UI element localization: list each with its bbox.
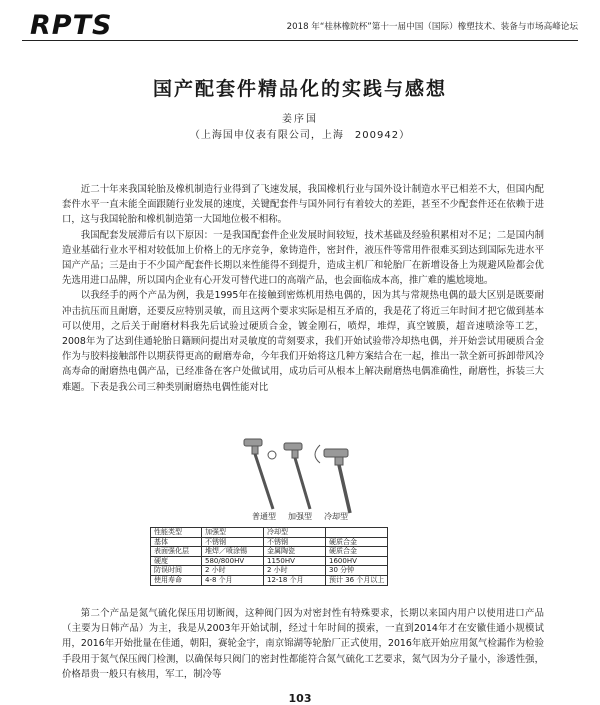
caption-standard: 普通型 [252, 512, 276, 521]
page-number: 103 [288, 692, 312, 705]
table-cell: 硬度 [151, 556, 202, 566]
table-row [151, 547, 388, 557]
table-cell: 金属陶瓷 [264, 547, 326, 557]
table-cell: 2 小时 [202, 566, 264, 576]
table-cell: 硬质合金 [326, 547, 388, 557]
table-cell: 预计 36 个月以上 [326, 575, 388, 585]
table-cell: 使用寿命 [151, 575, 202, 585]
table-row [151, 575, 388, 585]
table-row [151, 528, 388, 538]
article-title: 国产配套件精品化的实践与感想 [152, 78, 447, 100]
conference-title: 2018 年“桂林橡院杯”第十一届中国（国际）橡塑技术、装备与市场高峰论坛 [286, 22, 578, 32]
thermocouple-standard-image [244, 439, 273, 509]
paragraph: 第二个产品是氮气硫化保压用切断阀，这种阀门因为对密封性有特殊要求，长期以来国内用户以使用进口产品（主要为日韩产品）为主，我是从2003年开始试制，经过十年时间的摸索，一直到2014年才在安徽佳通小规模试用，2016年开始批量在佳通，朝阳，赛轮金宇，南京锦湖等轮胎厂正式使用，2016年底开始应用氮气检漏作为检验手段用于氮气保压阀门检测，以确保每只阀门的密封性都能符合氮气硫化工艺要求，氮气因为分子量小，渗透性强，价格昂贵一般只有核用，军工，制冷等 [62, 608, 544, 680]
table-cell: 2 小时 [264, 566, 326, 576]
caption-cooled: 冷却型 [324, 512, 348, 521]
author-name: 姜序国 [282, 114, 318, 125]
page-header [22, 10, 578, 40]
author-affiliation: （上海国申仪表有限公司，上海 200942） [189, 130, 411, 141]
table-cell: 性能类型 [151, 528, 202, 538]
table-cell: 1150HV [264, 556, 326, 566]
table-cell: 不锈钢 [202, 537, 264, 547]
table-cell: 堆焊／喷涂锡 [202, 547, 264, 557]
figure-caption [0, 511, 600, 522]
performance-table [150, 527, 388, 586]
table-cell: 4-8 个月 [202, 575, 264, 585]
thermocouple-figure [210, 437, 380, 517]
caption-reinforced: 加强型 [288, 512, 312, 521]
table-cell: 30 分钟 [326, 566, 388, 576]
table-row [151, 556, 388, 566]
table-row [151, 537, 388, 547]
journal-logo: RPTS [30, 10, 113, 41]
table-cell: 580/800HV [202, 556, 264, 566]
thermocouple-cooled-image [315, 445, 350, 513]
table-row [151, 566, 388, 576]
table-cell: 不锈钢 [264, 537, 326, 547]
paragraph: 我国配套发展滞后有以下原因：一是我国配套件企业发展时间较短，技术基础及经验积累相对不足；二是国内制造业基础行业水平相对较低加上价格上的无序竞争，象铸造件，密封件，液压件等常用件很难买到达到国际先进水平国产产品；三是由于不少国产配套件长期以来性能得不到提升，造成主机厂和轮胎厂在新增设备上为规避风险都会优先选用进口品牌，所以国内企业有心开发可替代进口的高端产品，也会面临成本高，推广难的尴尬境地。 [62, 229, 544, 287]
thermocouple-reinforced-image [268, 443, 310, 509]
table-cell: 防误时间 [151, 566, 202, 576]
header-rule [22, 40, 578, 41]
body-text-bottom [62, 606, 544, 682]
table-cell: 基体 [151, 537, 202, 547]
table-cell: 1600HV [326, 556, 388, 566]
table-cell: 表面强化层 [151, 547, 202, 557]
table-cell [326, 528, 388, 538]
body-text-top [62, 182, 544, 395]
table-cell: 加强型 [202, 528, 264, 538]
table-cell: 12-18 个月 [264, 575, 326, 585]
table-cell: 硬质合金 [326, 537, 388, 547]
paragraph: 近二十年来我国轮胎及橡机制造行业得到了飞速发展，我国橡机行业与国外设计制造水平已相差不大，但国内配套件水平一直未能全面跟随行业发展的速度，关键配套件与国外同行有着较大的差距，甚至不少配套件还在依赖于进口，这与我国轮胎和橡机制造第一大国地位极不相称。 [62, 184, 544, 226]
table-cell: 冷却型 [264, 528, 326, 538]
paragraph: 以我经手的两个产品为例，我是1995年在接触到密炼机用热电偶的，因为其与常规热电偶的最大区别是既要耐冲击抗压而且耐磨，还要反应特别灵敏，而且这两个要求实际是相互矛盾的，我是花了将近三年时间才把它做到基本可以使用，之后关于耐磨材料我先后试验过硬质合金，镀金刚石，喷焊，堆焊，真空镀膜，超音速喷涂等工艺，2008年为了达到佳通轮胎日籍顾问提出对灵敏度的苛刻要求，我们开始试验带冷却热电偶，并开始尝试用硬质合金作为与胶料接触部件以期获得更高的耐磨寿命，今年我们开始将这几种方案结合在一起，推出一款全新可拆卸带风冷高寿命的耐磨热电偶产品，已经准备在客户处做试用，成功后可从根本上解决耐磨热电偶准确性，耐磨性，拆装三大难题。下表是我公司三种类别耐磨热电偶性能对比 [62, 290, 544, 393]
